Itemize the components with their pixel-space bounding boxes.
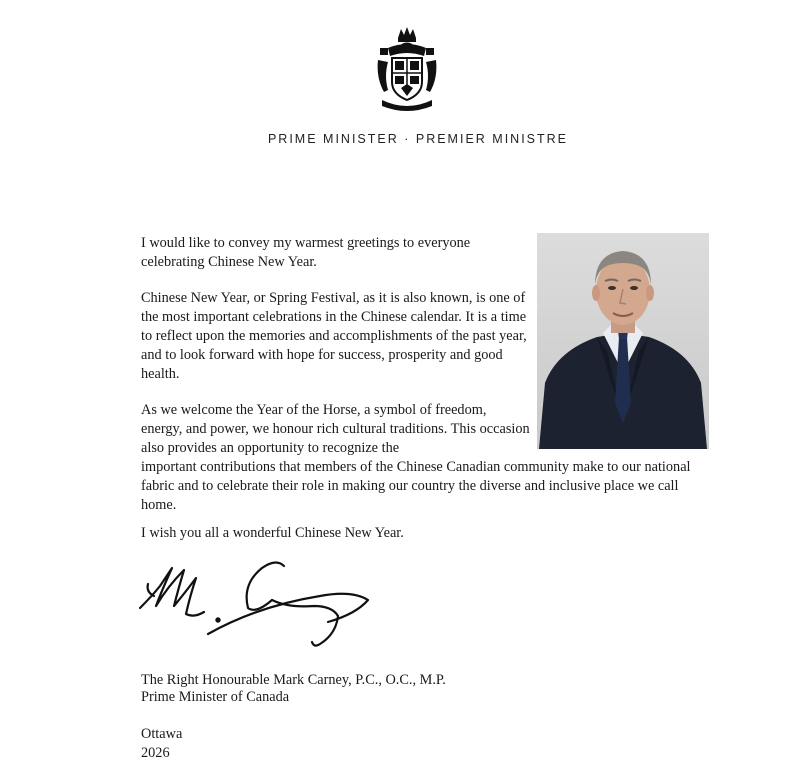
signatory-block [141,672,446,706]
paragraph-closing-wish: I wish you all a wonderful Chinese New Year. [141,525,404,541]
paragraph-greeting: I would like to convey my warmest greetings to everyone celebrating Chinese New Year. [141,235,471,270]
portrait-photo [537,233,709,449]
signatory-title: Prime Minister of Canada [141,689,290,705]
signature [138,556,388,652]
paragraph-spring-festival: Chinese New Year, or Spring Festival, as it is also known, is one of the most important celebrations in the Chinese calendar. It is a time to reflect upon the memories and accomplishments of the past year, and to look forward with hope for success, prosperity and good health. [141,290,527,382]
paragraph-year-of-horse: As we welcome the Year of the Horse, a symbol of freedom, energy, and power, we honour rich cultural traditions. This occasion also provides an opportunity to recognize the [141,402,530,456]
signatory-name: The Right Honourable Mark Carney, P.C., O.C., M.P. [141,672,446,688]
coat-of-arms-icon [374,26,440,114]
location-block [141,725,182,763]
location-year: 2026 [141,745,170,761]
office-title: PRIME MINISTER · PREMIER MINISTRE [267,132,569,146]
location-city: Ottawa [141,726,183,742]
paragraph-contributions: important contributions that members of the Chinese Canadian community make to our national fabric and to celebrate their role in making our country the diverse and inclusive place we call home. [141,459,691,513]
